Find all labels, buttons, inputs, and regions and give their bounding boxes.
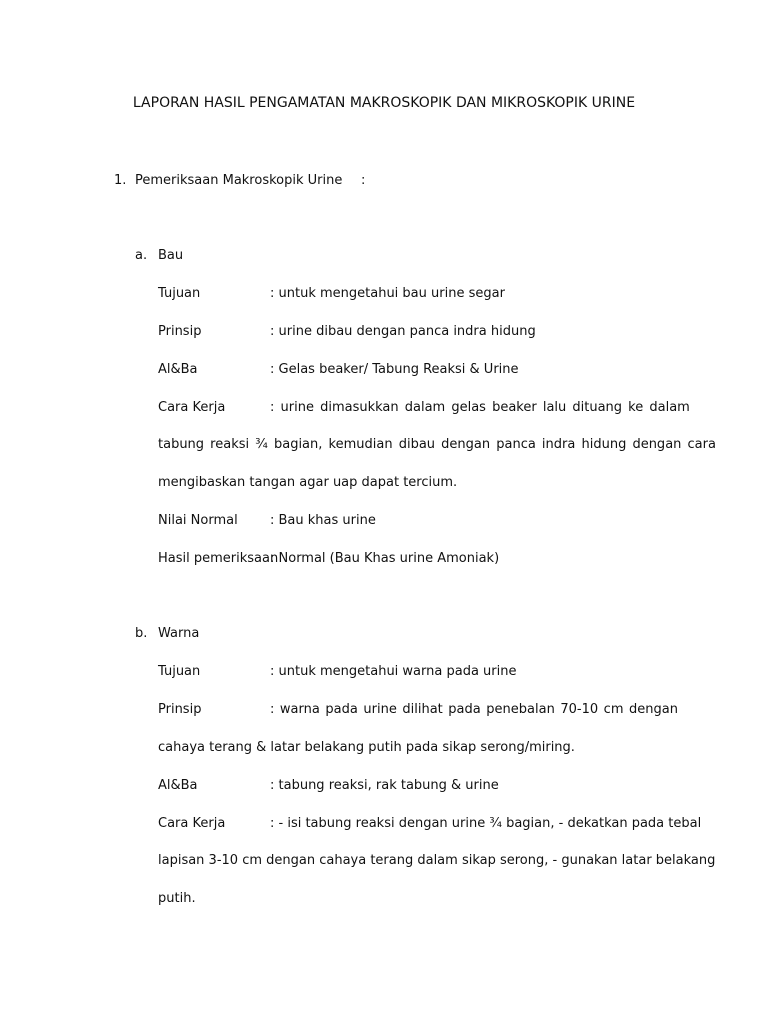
warna-tujuan-row — [158, 663, 678, 681]
warna-alba-label: Al&Ba — [158, 778, 198, 793]
warna-alba-row — [158, 777, 678, 795]
section-number: 1. — [114, 173, 127, 188]
warna-prinsip-row — [158, 701, 678, 719]
bau-nilai-row — [158, 512, 678, 530]
subsection-letter-warna: b. — [135, 626, 148, 641]
bau-prinsip-label: Prinsip — [158, 324, 202, 339]
warna-prinsip-label: Prinsip — [158, 702, 202, 717]
section-title: Pemeriksaan Makroskopik Urine — [135, 173, 343, 188]
warna-alba-value: : tabung reaksi, rak tabung & urine — [270, 778, 499, 793]
warna-carakerja-line2: lapisan 3-10 cm dengan cahaya terang dalam sikap serong, - gunakan latar belakang — [158, 853, 716, 868]
warna-carakerja-label: Cara Kerja — [158, 816, 226, 831]
bau-carakerja-row — [158, 399, 690, 417]
bau-prinsip-value: : urine dibau dengan panca indra hidung — [270, 324, 536, 339]
bau-carakerja-line2: tabung reaksi ¾ bagian, kemudian dibau dengan panca indra hidung dengan cara — [158, 437, 716, 452]
warna-prinsip-line2: cahaya terang & latar belakang putih pada sikap serong/miring. — [158, 740, 575, 755]
bau-carakerja-line3: mengibaskan tangan agar uap dapat tercium. — [158, 475, 458, 490]
section-colon: : — [361, 173, 366, 188]
warna-carakerja-row — [158, 815, 702, 833]
subsection-title-bau: Bau — [158, 248, 184, 263]
bau-tujuan-label: Tujuan — [158, 286, 201, 301]
bau-alba-label: Al&Ba — [158, 362, 198, 377]
warna-carakerja-line1: : - isi tabung reaksi dengan urine ¾ bagian, - dekatkan pada tebal — [270, 816, 702, 831]
bau-tujuan-value: : untuk mengetahui bau urine segar — [270, 286, 505, 301]
bau-nilai-label: Nilai Normal — [158, 513, 238, 528]
warna-carakerja-line3: putih. — [158, 891, 196, 906]
warna-tujuan-value: : untuk mengetahui warna pada urine — [270, 664, 517, 679]
subsection-letter-bau: a. — [135, 248, 148, 263]
document-title: LAPORAN HASIL PENGAMATAN MAKROSKOPIK DAN MIKROSKOPIK URINE — [132, 95, 636, 111]
subsection-title-warna: Warna — [158, 626, 200, 641]
bau-alba-value: : Gelas beaker/ Tabung Reaksi & Urine — [270, 362, 519, 377]
warna-prinsip-line1: : warna pada urine dilihat pada penebalan 70-10 cm dengan — [270, 702, 678, 717]
bau-nilai-value: : Bau khas urine — [270, 513, 376, 528]
bau-hasil-value: : Normal (Bau Khas urine Amoniak) — [270, 551, 500, 566]
warna-tujuan-label: Tujuan — [158, 664, 201, 679]
bau-carakerja-line1: : urine dimasukkan dalam gelas beaker lalu dituang ke dalam — [270, 400, 690, 415]
bau-hasil-row — [158, 550, 678, 568]
bau-prinsip-row — [158, 323, 678, 341]
bau-hasil-label: Hasil pemeriksaan — [158, 551, 279, 566]
bau-alba-row — [158, 361, 678, 379]
bau-carakerja-label: Cara Kerja — [158, 400, 226, 415]
bau-tujuan-row — [158, 285, 678, 303]
